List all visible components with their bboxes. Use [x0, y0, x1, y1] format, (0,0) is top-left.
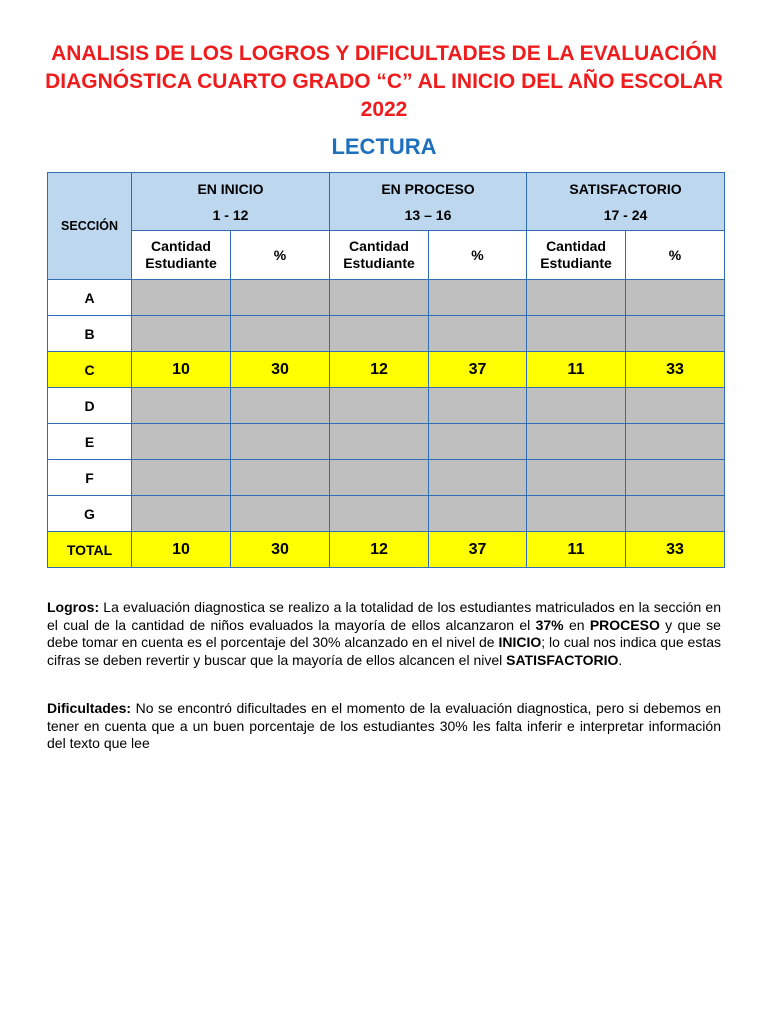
logros-text: La evaluación diagnostica se realizo a la totalidad de los estudiantes matriculados en la sección en el cual de la cantidad de niños evaluados la mayoría de ellos alcanzaron el — [47, 599, 721, 633]
table-cell: 33 — [626, 352, 725, 388]
table-cell — [626, 460, 725, 496]
table-cell: 11 — [527, 532, 626, 568]
table-cell — [626, 388, 725, 424]
table-row — [48, 316, 725, 352]
table-cell — [231, 496, 330, 532]
table-row — [48, 496, 725, 532]
logros-text: y que se debe tomar en cuenta es el porcentaje del 30% alcanzado en el nivel de — [47, 616, 721, 650]
table-cell — [429, 460, 527, 496]
row-label: G — [48, 496, 132, 532]
table-cell — [527, 280, 626, 316]
sub-header-cantidad: Cantidad Estudiante — [132, 231, 231, 280]
table-cell — [429, 496, 527, 532]
table-cell: 33 — [626, 532, 725, 568]
table-row — [48, 352, 725, 388]
table-cell — [132, 316, 231, 352]
table-cell: 10 — [132, 532, 231, 568]
group-header-proceso — [330, 173, 527, 231]
sub-header-percent: % — [429, 231, 527, 280]
table-cell — [132, 388, 231, 424]
logros-bold: SATISFACTORIO — [506, 651, 619, 668]
table-cell — [330, 280, 429, 316]
table-cell — [330, 388, 429, 424]
table-cell — [527, 460, 626, 496]
table-cell — [429, 316, 527, 352]
logros-paragraph — [47, 599, 721, 669]
logros-text: ; lo cual nos indica que estas cifras se deben revertir y buscar que la mayoría de ellos alcancen el nivel — [47, 634, 722, 668]
table-row — [48, 280, 725, 316]
row-label: E — [48, 424, 132, 460]
logros-bold: PROCESO — [589, 616, 660, 633]
group-label: EN INICIO — [197, 180, 264, 197]
group-range: 1 - 12 — [212, 206, 249, 223]
table-cell — [231, 388, 330, 424]
document-subtitle: LECTURA — [331, 134, 437, 159]
logros-text: . — [618, 651, 623, 668]
section-header: SECCIÓN — [48, 173, 132, 280]
table-cell: 12 — [330, 532, 429, 568]
group-label: EN PROCESO — [381, 180, 475, 197]
table-cell — [132, 280, 231, 316]
logros-bold: 37% — [535, 616, 564, 633]
table-cell — [231, 424, 330, 460]
dificultades-text: No se encontró dificultades en el momento de la evaluación diagnostica, pero si debemos en tener en cuenta que a un buen porcentaje de los estudiantes 30% les falta inferir e interpretar información del texto que lee — [47, 700, 721, 751]
group-range: 13 – 16 — [404, 206, 452, 223]
group-range: 17 - 24 — [603, 206, 648, 223]
document-title: ANALISIS DE LOS LOGROS Y DIFICULTADES DE LA EVALUACIÓN DIAGNÓSTICA CUARTO GRADO “C” AL INICIO DEL AÑO ESCOLAR 2022 — [45, 42, 723, 121]
table-cell — [626, 496, 725, 532]
table-cell: 37 — [429, 352, 527, 388]
group-header-satisfactorio — [527, 173, 725, 231]
sub-header-cantidad: Cantidad Estudiante — [527, 231, 626, 280]
table-cell: 30 — [231, 352, 330, 388]
table-cell — [330, 424, 429, 460]
row-label: TOTAL — [48, 532, 132, 568]
table-cell — [330, 316, 429, 352]
table-cell — [231, 280, 330, 316]
table-cell — [132, 496, 231, 532]
table-cell — [527, 496, 626, 532]
table-cell — [429, 388, 527, 424]
table-cell: 30 — [231, 532, 330, 568]
table-cell: 11 — [527, 352, 626, 388]
row-label: B — [48, 316, 132, 352]
sub-header-cantidad: Cantidad Estudiante — [330, 231, 429, 280]
table-cell: 12 — [330, 352, 429, 388]
group-label: SATISFACTORIO — [569, 180, 682, 197]
table-cell — [231, 316, 330, 352]
table-cell — [527, 388, 626, 424]
table-cell — [330, 460, 429, 496]
logros-bold: INICIO — [498, 634, 542, 650]
table-cell — [626, 424, 725, 460]
logros-text: en — [563, 616, 590, 633]
dificultades-label: Dificultades: — [47, 700, 132, 716]
row-label: F — [48, 460, 132, 496]
table-cell — [527, 316, 626, 352]
row-label: A — [48, 280, 132, 316]
logros-label: Logros: — [47, 599, 100, 615]
table-cell: 37 — [429, 532, 527, 568]
results-table-body — [48, 173, 725, 568]
table-row — [48, 532, 725, 568]
table-cell — [429, 424, 527, 460]
table-cell — [626, 280, 725, 316]
group-header-inicio — [132, 173, 330, 231]
table-row — [48, 388, 725, 424]
table-cell — [527, 424, 626, 460]
table-cell — [132, 460, 231, 496]
header-row-sub — [48, 231, 725, 280]
sub-header-percent: % — [626, 231, 725, 280]
results-table — [47, 172, 725, 568]
table-cell — [429, 280, 527, 316]
table-cell — [330, 496, 429, 532]
table-cell: 10 — [132, 352, 231, 388]
row-label: D — [48, 388, 132, 424]
table-row — [48, 424, 725, 460]
row-label: C — [48, 352, 132, 388]
table-cell — [626, 316, 725, 352]
header-row-groups — [48, 173, 725, 231]
sub-header-percent: % — [231, 231, 330, 280]
table-cell — [231, 460, 330, 496]
dificultades-paragraph — [47, 700, 721, 753]
table-cell — [132, 424, 231, 460]
table-row — [48, 460, 725, 496]
